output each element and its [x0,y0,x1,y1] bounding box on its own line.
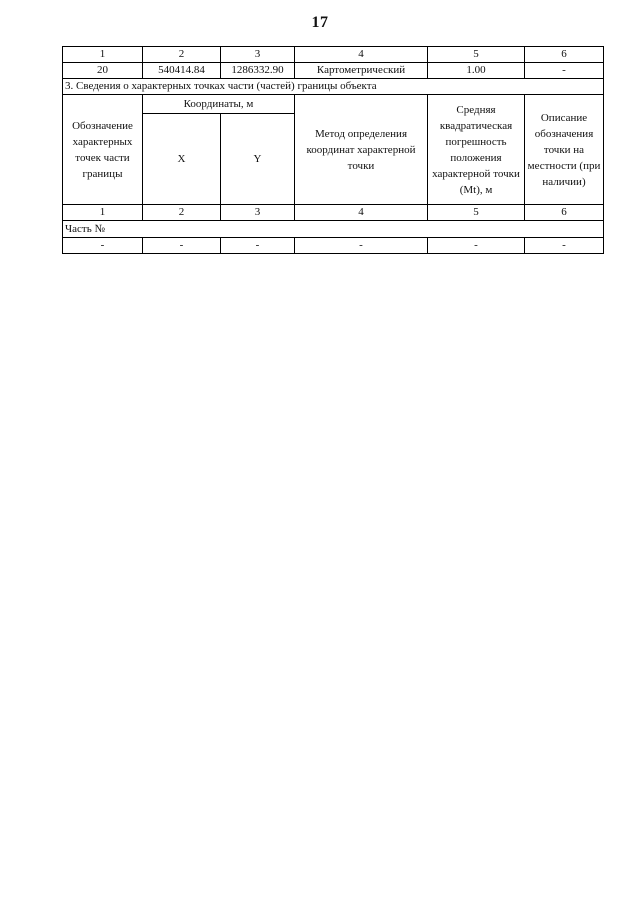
mean-error-cell: 1.00 [428,63,525,79]
empty-cell: - [221,238,295,254]
top-header-cell: 3 [221,47,295,63]
x-header: X [143,114,221,205]
column-number-cell: 2 [143,205,221,221]
column-number-cell: 1 [63,205,143,221]
description-header: Описание обозначения точки на местности (при наличии) [525,95,604,205]
page-number: 17 [311,14,329,31]
y-coordinate-cell: 1286332.90 [221,63,295,79]
method-header: Метод определения координат характерной точки [295,95,428,205]
empty-cell: - [143,238,221,254]
top-header-cell: 5 [428,47,525,63]
table-row [63,63,604,79]
point-number-cell: 20 [63,63,143,79]
boundary-points-table [62,46,604,254]
x-coordinate-cell: 540414.84 [143,63,221,79]
column-number-cell: 5 [428,205,525,221]
empty-cell: - [428,238,525,254]
empty-cell: - [295,238,428,254]
column-numbers-row [63,205,604,221]
coordinates-header: Координаты, м [143,95,295,114]
part-label-row [63,221,604,238]
header-row [63,95,604,114]
y-header: Y [221,114,295,205]
mean-error-header: Средняя квадратическая погрешность положения характерной точки (Mt), м [428,95,525,205]
point-designation-header: Обозначение характерных точек части границы [63,95,143,205]
column-number-cell: 4 [295,205,428,221]
column-number-cell: 3 [221,205,295,221]
top-header-cell: 4 [295,47,428,63]
empty-cell: - [525,238,604,254]
method-cell: Картометрический [295,63,428,79]
empty-cell: - [63,238,143,254]
table-row [63,238,604,254]
part-label: Часть № [63,221,604,238]
top-header-cell: 6 [525,47,604,63]
top-header-cell: 2 [143,47,221,63]
description-cell: - [525,63,604,79]
section-title: 3. Сведения о характерных точках части (частей) границы объекта [63,79,604,95]
column-number-cell: 6 [525,205,604,221]
top-header-row [63,47,604,63]
section-title-row [63,79,604,95]
top-header-cell: 1 [63,47,143,63]
